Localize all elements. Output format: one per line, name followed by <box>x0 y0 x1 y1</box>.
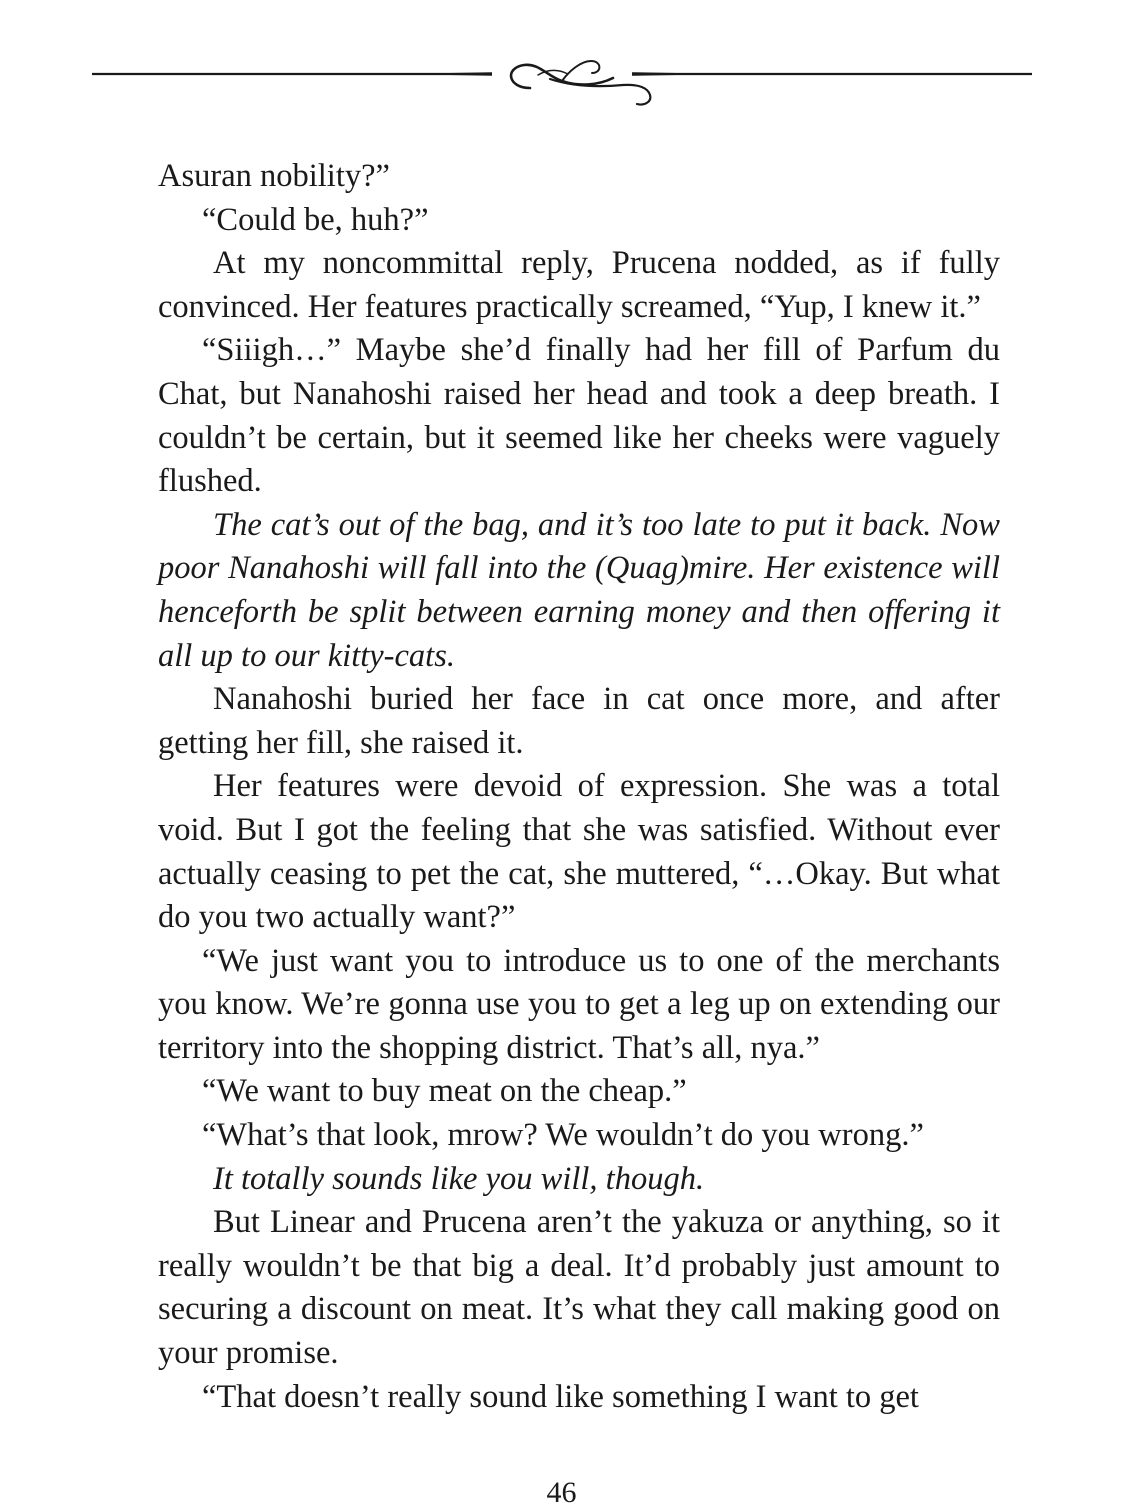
book-text <box>158 155 1000 1419</box>
paragraph: But Linear and Prucena aren’t the yakuza or anything, so it really wouldn’t be that big a deal. It’d probably just amount to securing a discount on meat. It’s what they call making good on your promise. <box>158 1204 1000 1372</box>
paragraph-dialogue: “We want to buy meat on the cheap.” <box>202 1073 687 1110</box>
ornament-left-taper <box>392 72 492 76</box>
paragraph-dialogue: “Siiigh…” Maybe she’d finally had her fill of Parfum du Chat, but Nanahoshi raised her head and took a deep breath. I couldn’t be certain, but it seemed like her cheeks were vaguely flushed. <box>158 332 1000 500</box>
page-number: 46 <box>546 1476 577 1509</box>
paragraph-continuation: Asuran nobility?” <box>158 158 390 194</box>
paragraph-dialogue: “Could be, huh?” <box>202 201 429 238</box>
flourish-icon <box>511 61 650 105</box>
paragraph-inner-thought: The cat’s out of the bag, and it’s too late to put it back. Now poor Nanahoshi will fall into the (Quag)mire. Her existence will henceforth be split between earning money and then offering it all up to our kitty-cats. <box>158 506 1000 674</box>
header-ornament <box>92 48 1032 108</box>
paragraph: Her features were devoid of expression. She was a total void. But I got the feeling that she was satisfied. Without ever actually ceasing to pet the cat, she muttered, “…Okay. But what do you two actually want?” <box>158 768 1000 936</box>
ornament-right-taper <box>632 72 732 76</box>
paragraph: At my noncommittal reply, Prucena nodded, as if fully convinced. Her features practically screamed, “Yup, I knew it.” <box>158 245 1000 325</box>
paragraph-dialogue: “That doesn’t really sound like something I want to get <box>202 1378 919 1415</box>
paragraph-dialogue: “We just want you to introduce us to one of the merchants you know. We’re gonna use you to get a leg up on extending our territory into the shopping district. That’s all, nya.” <box>158 942 1000 1066</box>
paragraph-inner-thought: It totally sounds like you will, though. <box>213 1160 705 1197</box>
paragraph-dialogue: “What’s that look, mrow? We wouldn’t do you wrong.” <box>202 1117 924 1154</box>
paragraph: Nanahoshi buried her face in cat once more, and after getting her fill, she raised it. <box>158 681 1000 761</box>
